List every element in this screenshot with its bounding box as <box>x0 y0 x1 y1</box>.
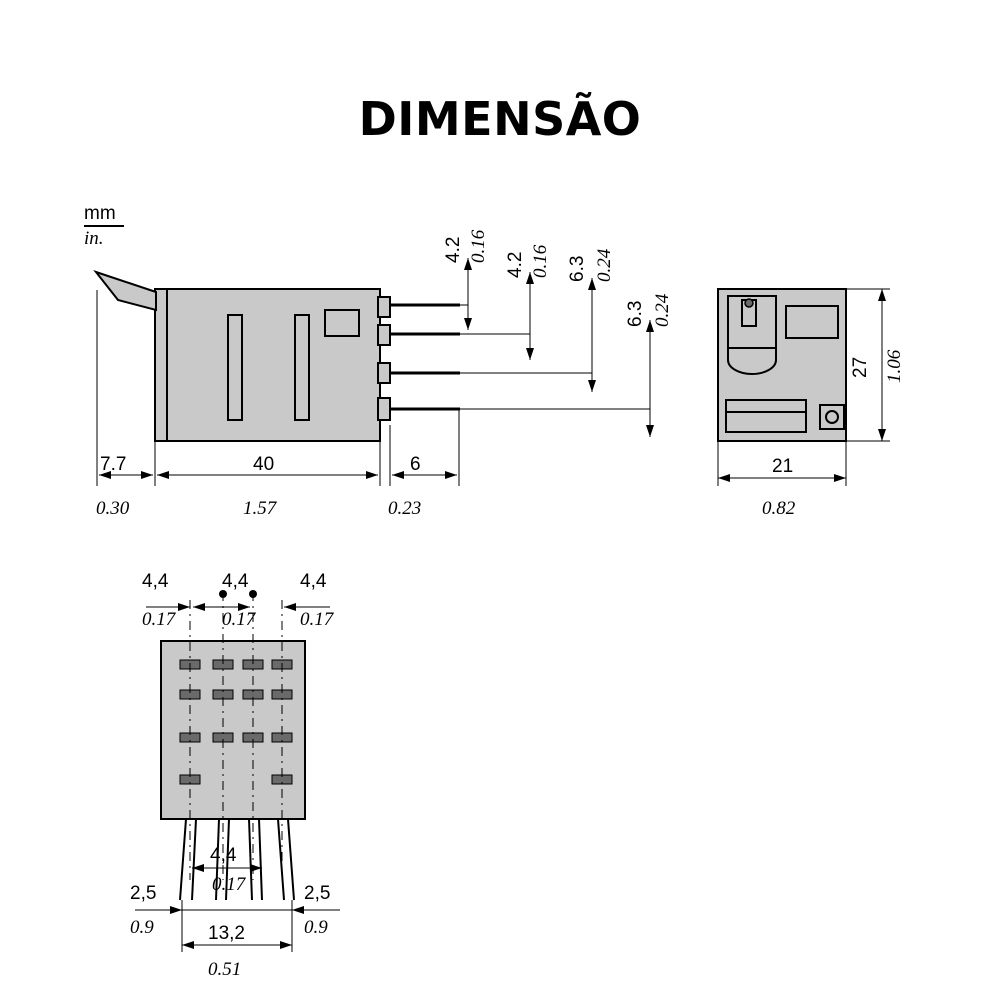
side-view-pin-base-3 <box>378 363 390 383</box>
front-view-right-block <box>786 306 838 338</box>
dim-pitch-2-mm: 4.2 <box>505 251 526 278</box>
page-title: DIMENSÃO <box>358 92 642 146</box>
bottom-view-origin-dot <box>249 590 257 598</box>
bottom-view-lead <box>288 819 294 900</box>
unit-label-mm: mm <box>84 203 116 224</box>
front-view-lower-bar-inner <box>726 412 806 432</box>
dim-edge-left-mm: 2,5 <box>130 883 157 904</box>
dim-col-pitch-2-mm: 4,4 <box>222 571 249 592</box>
dim-front-width-mm: 21 <box>772 456 794 477</box>
unit-label-in: in. <box>84 228 104 249</box>
dim-total-width-mm: 13,2 <box>208 923 245 944</box>
side-view-lever <box>96 272 156 310</box>
dim-col-pitch-1-in: 0.17 <box>142 609 176 630</box>
side-view-slot-1 <box>228 315 242 420</box>
dim-edge-right-in: 0.9 <box>304 917 328 938</box>
dim-front-width-in: 0.82 <box>762 498 796 519</box>
dim-pitch-3-mm: 6.3 <box>567 255 588 282</box>
dim-left-tab-in: 0.30 <box>96 498 130 519</box>
dim-front-height-mm: 27 <box>850 356 871 378</box>
dim-col-pitch-2-in: 0.17 <box>222 609 256 630</box>
dim-row-pitch-in: 0.17 <box>212 874 246 895</box>
dim-edge-right-mm: 2,5 <box>304 883 331 904</box>
dim-total-width-in: 0.51 <box>208 959 242 980</box>
dim-col-pitch-3-in: 0.17 <box>300 609 334 630</box>
bottom-view <box>130 571 340 980</box>
side-view-left-flange <box>155 289 167 441</box>
bottom-view-lead <box>192 819 196 900</box>
dim-pin-length-mm: 6 <box>410 454 421 475</box>
bottom-view-lead <box>249 819 252 900</box>
dim-pitch-3-in: 0.24 <box>594 248 615 282</box>
front-view-detail-dot <box>745 299 753 307</box>
bottom-view-lead <box>278 819 284 900</box>
dim-pin-length-in: 0.23 <box>388 498 422 519</box>
bottom-view-lead <box>180 819 186 900</box>
dim-edge-left-in: 0.9 <box>130 917 154 938</box>
front-view-coil <box>728 348 776 374</box>
dim-row-pitch-mm: 4,4 <box>210 845 237 866</box>
side-view-pin-base-1 <box>378 297 390 317</box>
dim-left-tab-mm: 7.7 <box>100 454 127 475</box>
dim-col-pitch-1-mm: 4,4 <box>142 571 169 592</box>
bottom-view-lead <box>259 819 262 900</box>
side-view-label-block <box>325 310 359 336</box>
side-view-slot-2 <box>295 315 309 420</box>
dim-body-length-in: 1.57 <box>243 498 277 519</box>
front-view-test-button-dot <box>826 411 838 423</box>
dim-pitch-4-in: 0.24 <box>652 293 673 327</box>
dim-front-height-in: 1.06 <box>884 349 905 383</box>
dim-pitch-2-in: 0.16 <box>530 244 551 278</box>
side-view <box>96 229 673 519</box>
front-view <box>718 289 905 519</box>
dim-pitch-4-mm: 6.3 <box>625 300 646 327</box>
dim-col-pitch-3-mm: 4,4 <box>300 571 327 592</box>
dim-pitch-1-mm: 4.2 <box>443 236 464 263</box>
side-view-pin-base-2 <box>378 325 390 345</box>
dim-pitch-1-in: 0.16 <box>468 229 489 263</box>
dim-body-length-mm: 40 <box>253 454 275 475</box>
side-view-pin-base-4 <box>378 398 390 420</box>
